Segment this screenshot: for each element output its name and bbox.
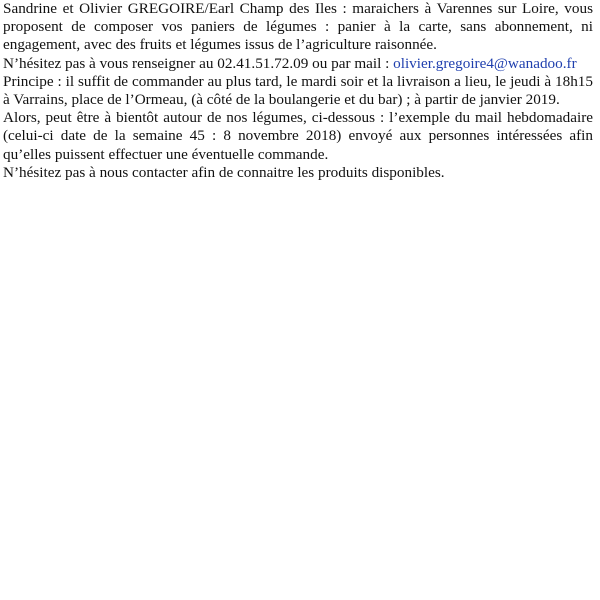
contact-text: N’hésitez pas à vous renseigner au 02.41.51.72.09 ou par mail : xyxy=(3,54,394,72)
contact-paragraph xyxy=(3,55,593,73)
email-link[interactable]: olivier.gregoire4@wanadoo.fr xyxy=(393,54,577,72)
contact-invitation-paragraph: N’hésitez pas à nous contacter afin de connaitre les produits disponibles. xyxy=(3,163,445,181)
intro-paragraph: Sandrine et Olivier GREGOIRE/Earl Champ des Iles : maraichers à Varennes sur Loire, vous proposent de composer vos paniers de légumes : panier à la carte, sans abonnement, ni engagement, avec des fruits et légumes issus de l’agriculture raisonnée. xyxy=(3,0,593,54)
document-body xyxy=(3,0,593,182)
example-paragraph: Alors, peut être à bientôt autour de nos légumes, ci-dessous : l’exemple du mail hebdomadaire (celui-ci date de la semaine 45 : 8 novembre 2018) envoyé aux personnes intéressées afin qu’elles puissent effectuer une éventuelle commande. xyxy=(3,109,593,163)
principle-paragraph: Principe : il suffit de commander au plus tard, le mardi soir et la livraison a lieu, le jeudi à 18h15 à Varrains, place de l’Ormeau, (à côté de la boulangerie et du bar) ; à partir de janvier 2019. xyxy=(3,72,593,109)
